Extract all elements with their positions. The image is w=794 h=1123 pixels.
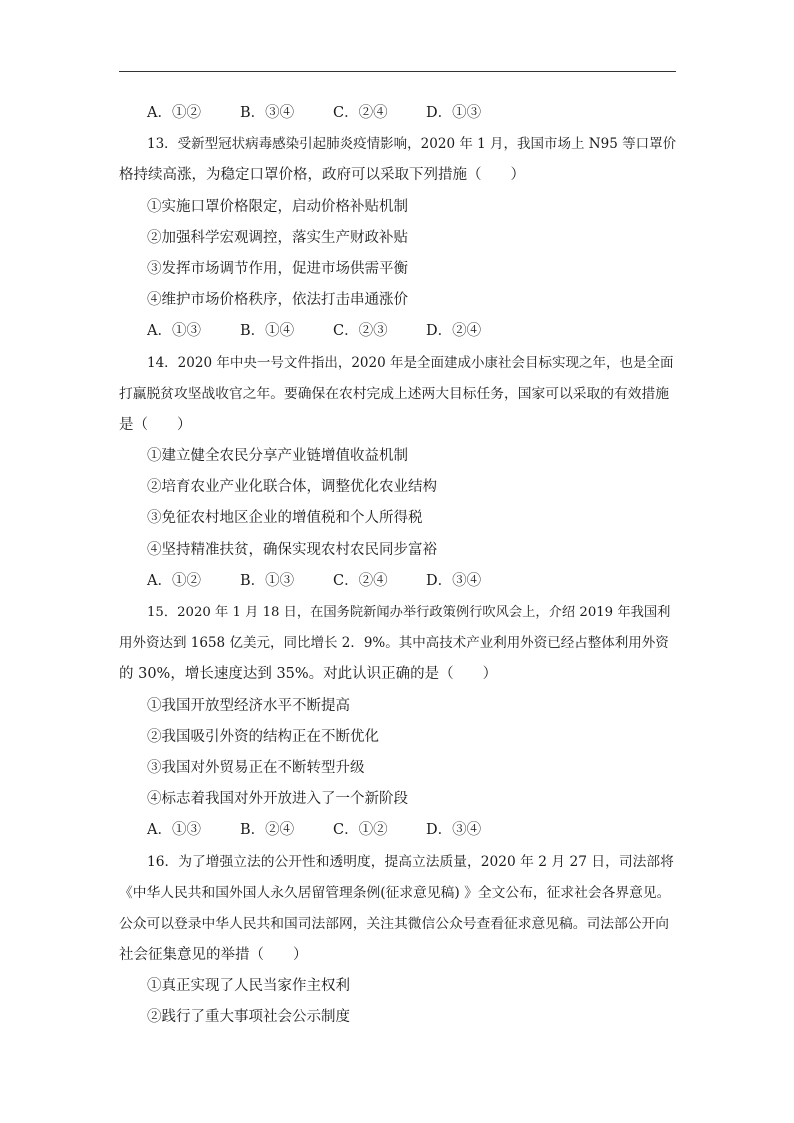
q13-option-2: ②加强科学宏观调控，落实生产财政补贴	[147, 229, 408, 246]
q16-option-2: ②践行了重大事项社会公示制度	[147, 1009, 350, 1026]
q13-option-4: ④维护市场价格秩序，依法打击串通涨价	[147, 292, 408, 309]
q14-choices	[119, 566, 676, 597]
header-rule	[119, 71, 676, 72]
q14-option-1: ①建立健全农民分享产业链增值收益机制	[147, 448, 408, 465]
q15-option-1: ①我国开放型经济水平不断提高	[147, 697, 350, 714]
q12-choice-c: C．②④	[333, 105, 388, 121]
q15-option-3: ③我国对外贸易正在不断转型升级	[147, 759, 365, 776]
q14-option-4: ④坚持精准扶贫，确保实现农村农民同步富裕	[147, 541, 437, 558]
q14-choice-c: C．②④	[333, 572, 388, 589]
q15-option-4: ④标志着我国对外开放进入了一个新阶段	[147, 791, 408, 808]
q14-choice-a: A．①②	[147, 572, 201, 589]
q16-stem-line-2: 《中华人民共和国外国人永久居留管理条例(征求意见稿) 》全文公布，征求社会各界意见。	[119, 884, 671, 901]
q14-stem-line-1: 14．2020 年中央一号文件指出，2020 年是全面建成小康社会目标实现之年，也是全面	[147, 354, 674, 371]
q14-choice-b: B．①③	[240, 572, 295, 589]
q15-choices	[119, 815, 676, 846]
document-body	[119, 98, 676, 1034]
q15-choice-a: A．①③	[147, 822, 201, 839]
q14-option-3: ③免征农村地区企业的增值税和个人所得税	[147, 510, 423, 527]
q15-choice-c: C．①②	[333, 822, 388, 839]
q16-stem-line-3: 公众可以登录中华人民共和国司法部网，关注其微信公众号查看征求意见稿。司法部公开向	[119, 915, 670, 932]
q15-stem-line-1: 15．2020 年 1 月 18 日，在国务院新闻办举行政策例行吹风会上，介绍 2019 年我国利	[147, 605, 671, 620]
q13-choices	[119, 316, 676, 347]
q12-choices	[119, 98, 676, 129]
q15-option-2: ②我国吸引外资的结构正在不断优化	[147, 728, 379, 745]
q15-choice-d: D．③④	[426, 822, 482, 839]
q14-stem-line-3: 是（ ）	[119, 416, 192, 433]
q12-choice-d: D．①③	[426, 105, 482, 121]
q12-choice-b: B．③④	[240, 105, 295, 121]
q13-stem-line-1: 13．受新型冠状病毒感染引起肺炎疫情影响，2020 年 1 月，我国市场上 N95 等口罩价	[147, 136, 677, 153]
q15-stem-line-2: 用外资达到 1658 亿美元，同比增长 2．9%。其中高技术产业利用外资已经占整体利用外资	[119, 635, 669, 652]
q13-choice-b: B．①④	[240, 323, 295, 340]
q15-stem-line-3: 的 30%，增长速度达到 35%。对此认识正确的是（ ）	[119, 666, 498, 683]
q14-choice-d: D．③④	[426, 572, 482, 589]
q13-stem-line-2: 格持续高涨，为稳定口罩价格，政府可以采取下列措施（ ）	[119, 167, 525, 184]
q15-choice-b: B．②④	[240, 822, 295, 839]
q16-stem-line-1: 16．为了增强立法的公开性和透明度，提高立法质量，2020 年 2 月 27 日，司法部将	[147, 853, 674, 870]
q16-option-1: ①真正实现了人民当家作主权利	[147, 978, 350, 995]
q13-choice-d: D．②④	[426, 323, 482, 340]
q13-option-3: ③发挥市场调节作用，促进市场供需平衡	[147, 260, 408, 277]
q16-stem-line-4: 社会征集意见的举措（ ）	[119, 947, 308, 964]
q13-choice-c: C．②③	[333, 323, 388, 340]
q13-option-1: ①实施口罩价格限定，启动价格补贴机制	[147, 198, 408, 215]
q14-option-2: ②培育农业产业化联合体，调整优化农业结构	[147, 479, 437, 496]
q14-stem-line-2: 打赢脱贫攻坚战收官之年。要确保在农村完成上述两大目标任务，国家可以采取的有效措施	[119, 385, 670, 402]
q13-choice-a: A．①③	[147, 323, 201, 340]
q12-choice-a: A．①②	[147, 105, 201, 121]
